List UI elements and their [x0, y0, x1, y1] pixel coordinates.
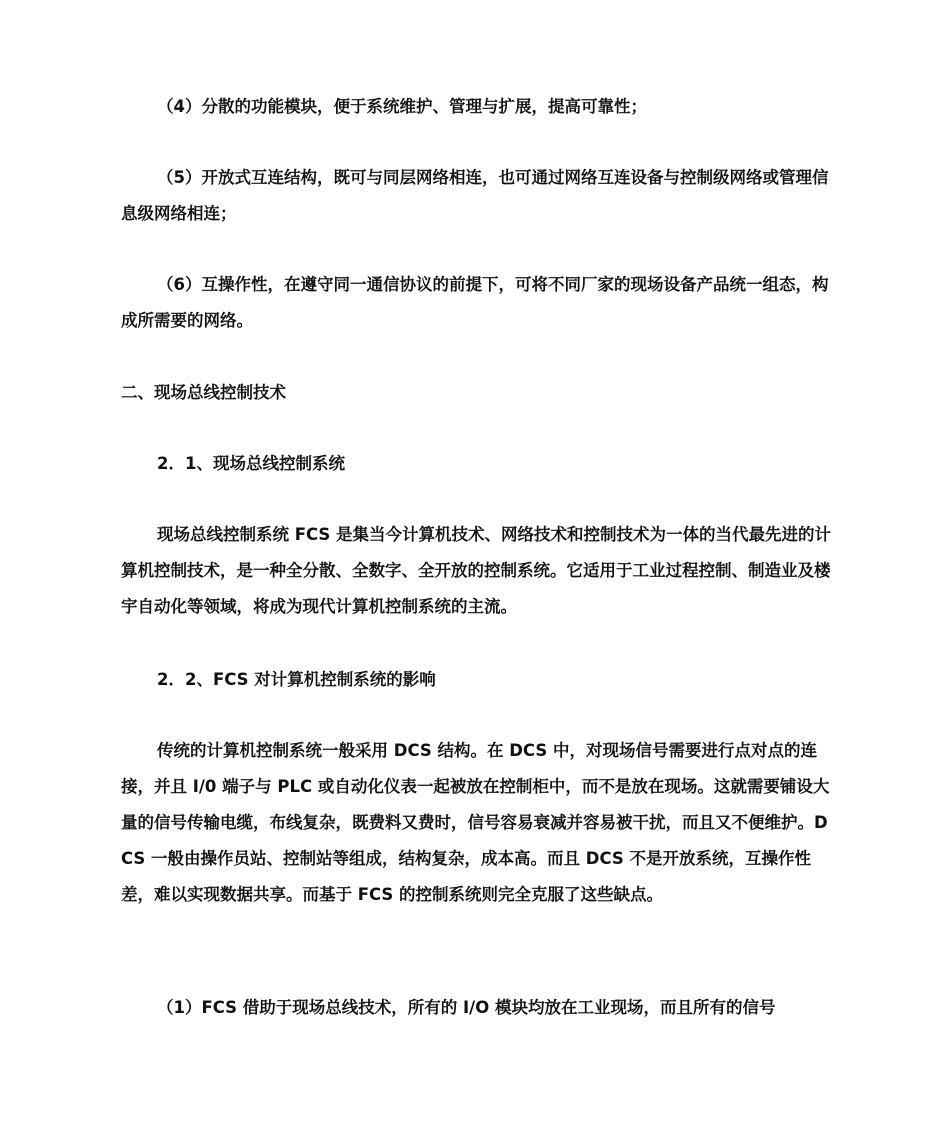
- item-1-paragraph: （1）FCS 借助于现场总线技术，所有的 I/O 模块均放在工业现场，而且所有的信号: [157, 998, 776, 1017]
- item-4-paragraph: （4）分散的功能模块，便于系统维护、管理与扩展，提高可靠性；: [157, 97, 647, 116]
- subsection-2-2-heading: 2．2、FCS 对计算机控制系统的影响: [157, 670, 436, 689]
- subsection-2-1-body: 现场总线控制系统 FCS 是集当今计算机技术、网络技术和控制技术为一体的当代最先进的计算机控制技术，是一种全分散、全数字、全开放的控制系统。它适用于工业过程控制、制造业及楼宇自动化等领域，将成为现代计算机控制系统的主流。: [121, 525, 832, 616]
- section-2-heading: 二、现场总线控制技术: [121, 383, 286, 402]
- subsection-2-2-body: 传统的计算机控制系统一般采用 DCS 结构。在 DCS 中，对现场信号需要进行点对点的连接，并且 I/0 端子与 PLC 或自动化仪表一起被放在控制柜中，而不是放在现场。这就需要铺设大量的信号传输电缆，布线复杂，既费料又费时，信号容易衰减并容易被干扰，而且又不便维护。DCS 一般由操作员站、控制站等组成，结构复杂，成本高。而且 DCS 不是开放系统，互操作性差，难以实现数据共享。而基于 FCS 的控制系统则完全克服了这些缺点。: [121, 741, 830, 904]
- item-6-paragraph: （6）互操作性，在遵守同一通信协议的前提下，可将不同厂家的现场设备产品统一组态，构成所需要的网络。: [121, 275, 829, 330]
- subsection-2-1-heading: 2．1、现场总线控制系统: [157, 454, 345, 473]
- item-5-paragraph: （5）开放式互连结构，既可与同层网络相连，也可通过网络互连设备与控制级网络或管理信息级网络相连；: [121, 168, 829, 223]
